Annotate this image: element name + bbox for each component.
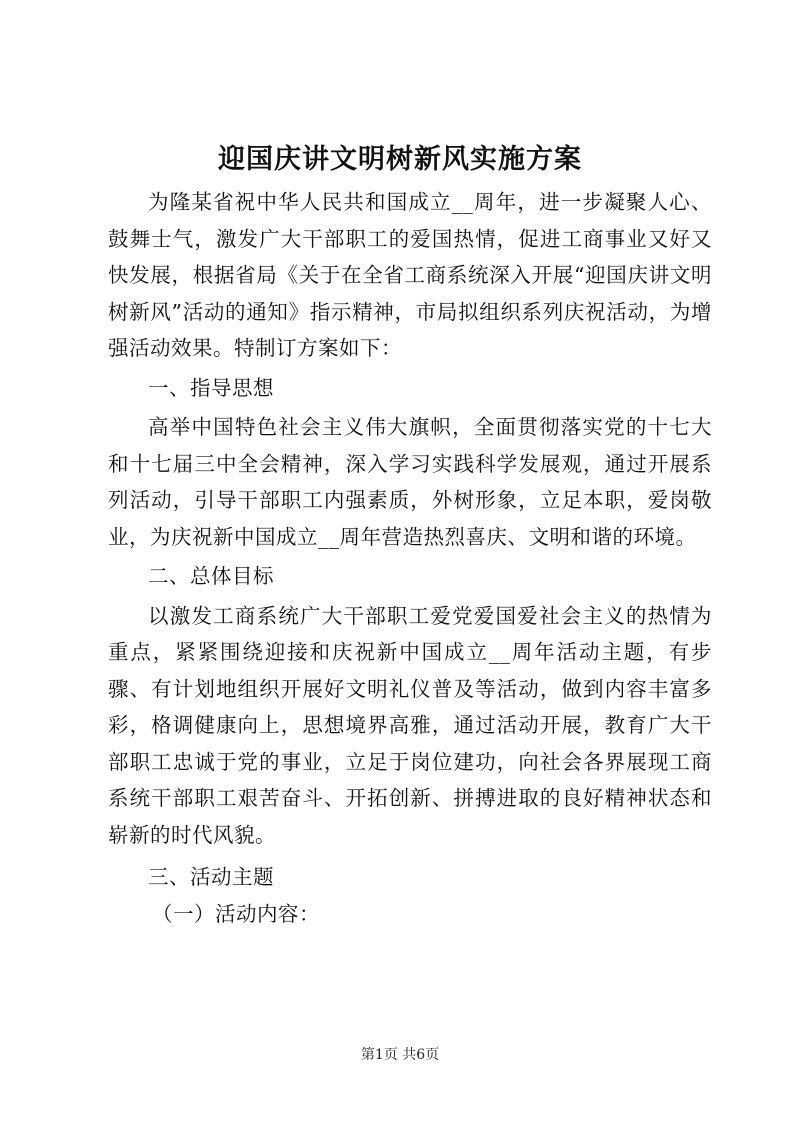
section-heading-activity-theme: 三、活动主题 [148,865,274,889]
document-body [108,184,712,932]
section-heading-guiding-ideology: 一、指导思想 [148,375,274,400]
section-text-overall-goal: 以激发工商系统广大干部职工爱党爱国爱社会主义的热情为重点，紧紧围绕迎接和庆祝新中国成立__周年活动主题，有步骤、有计划地组织开展好文明礼仪普及等活动，做到内容丰富多彩，格调健康向上，思想境界高雅，通过活动开展，教育广大干部职工忠诚于党的事业，立足于岗位建功，向社会各界展现工商系统干部职工艰苦奋斗、开拓创新、拼搏进取的良好精神状态和崭新的时代风貌。 [108,603,712,847]
section-heading-overall-goal: 二、总体目标 [148,564,274,588]
subheading-activity-content: （一）活动内容： [152,901,320,926]
intro-paragraph: 为隆某省祝中华人民共和国成立__周年，进一步凝聚人心、鼓舞士气，激发广大干部职工的爱国热情，促进工商事业又好又快发展，根据省局《关于在全省工商系统深入开展“迎国庆讲文明树新风”活动的通知》指示精神，市局拟组织系列庆祝活动，为增强活动效果。特制订方案如下： [108,190,712,360]
section-text-guiding-ideology: 高举中国特色社会主义伟大旗帜，全面贯彻落实党的十七大和十七届三中全会精神，深入学习实践科学发展观，通过开展系列活动，引导干部职工内强素质，外树形象，立足本职，爱岗敬业，为庆祝新中国成立__周年营造热烈喜庆、文明和谐的环境。 [108,415,712,549]
document-title: 迎国庆讲文明树新风实施方案 [218,144,582,175]
page-footer: 第1页 共6页 [360,1047,440,1063]
